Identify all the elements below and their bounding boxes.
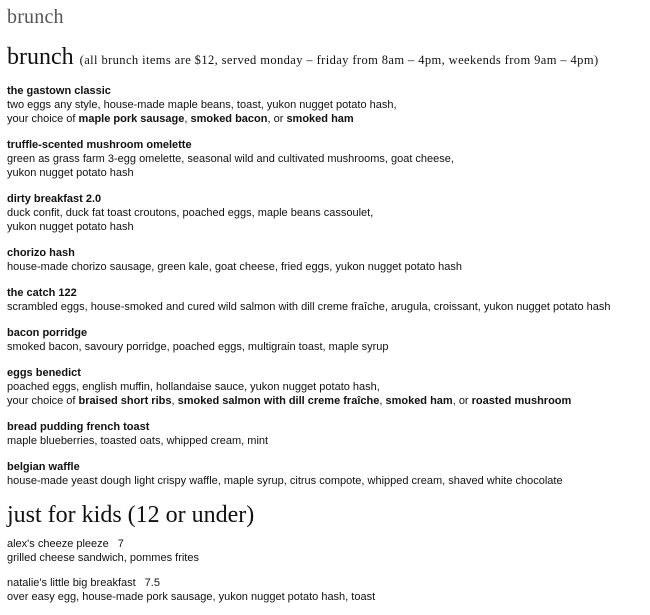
item-name: the catch 122 [7,287,77,299]
item-name: bread pudding french toast [7,421,150,433]
option-smoked-bacon: smoked bacon [190,113,268,125]
item-name: belgian waffle [7,461,80,473]
item-description: two eggs any style, house-made maple beans, toast, yukon nugget potato hash, [7,99,397,111]
choices-prefix: your choice of [7,395,79,407]
option-braised-short-ribs: braised short ribs [78,395,172,407]
separator: , or [267,113,287,125]
item-name: truffle-scented mushroom omelette [7,139,192,151]
brunch-note: (all brunch items are $12, served monday – friday from 8am – 4pm, weekends from 9am – 4pm) [79,53,599,67]
item-name: eggs benedict [7,367,81,379]
separator: , or [452,395,472,407]
menu-item [7,192,647,234]
item-description: smoked bacon, savoury porridge, poached eggs, multigrain toast, maple syrup [7,341,389,353]
menu-item [7,460,647,488]
kids-item-name: natalie's little big breakfast [7,577,136,589]
item-description: maple blueberries, toasted oats, whipped cream, mint [7,435,269,447]
item-description: duck confit, duck fat toast croutons, poached eggs, maple beans cassoulet, [7,207,374,219]
choices-prefix: your choice of [7,113,79,125]
kids-item-description: over easy egg, house-made pork sausage, yukon nugget potato hash, toast [7,591,376,603]
kids-item-header [7,537,647,551]
option-roasted-mushroom: roasted mushroom [471,395,572,407]
kids-menu-item [7,537,647,565]
item-name: bacon porridge [7,327,88,339]
item-name: the gastown classic [7,85,111,97]
menu-page [7,0,647,615]
menu-item [7,84,647,126]
item-choices [7,394,647,408]
separator: , [171,395,178,407]
kids-item-description: grilled cheese sandwich, pommes frites [7,552,199,564]
separator: , [184,113,191,125]
option-smoked-ham: smoked ham [286,113,354,125]
option-smoked-ham: smoked ham [385,395,453,407]
brunch-items [7,84,647,488]
separator: , [379,395,386,407]
brunch-heading: brunch [7,44,74,70]
option-smoked-salmon: smoked salmon with dill creme fraîche [177,395,380,407]
brunch-section-title [7,43,647,74]
menu-item [7,246,647,274]
page-title: brunch [7,6,64,28]
kids-section-title: just for kids (12 or under) [7,502,255,528]
menu-item [7,326,647,354]
menu-item [7,420,647,448]
item-name: dirty breakfast 2.0 [7,193,102,205]
item-name: chorizo hash [7,247,75,259]
item-description-cont: yukon nugget potato hash [7,221,134,233]
menu-item [7,366,647,408]
kids-item-price: 7 [117,538,124,550]
menu-item [7,286,647,314]
item-description: scrambled eggs, house-smoked and cured wild salmon with dill creme fraîche, arugula, croissant, yukon nugget potato hash [7,301,611,313]
item-description-cont: yukon nugget potato hash [7,167,134,179]
kids-item-name: alex's cheeze pleeze [7,538,109,550]
item-description: house-made yeast dough light crispy waffle, maple syrup, citrus compote, whipped cream, shaved white chocolate [7,475,563,487]
item-description: poached eggs, english muffin, hollandaise sauce, yukon nugget potato hash, [7,381,380,393]
kids-items [7,537,647,604]
kids-item-price: 7.5 [144,577,160,589]
kids-menu-item [7,576,647,604]
kids-item-header [7,576,647,590]
item-description: house-made chorizo sausage, green kale, goat cheese, fried eggs, yukon nugget potato hash [7,261,462,273]
menu-item [7,138,647,180]
item-description: green as grass farm 3-egg omelette, seasonal wild and cultivated mushrooms, goat cheese, [7,153,454,165]
option-maple-pork-sausage: maple pork sausage [78,113,185,125]
item-choices [7,112,647,126]
